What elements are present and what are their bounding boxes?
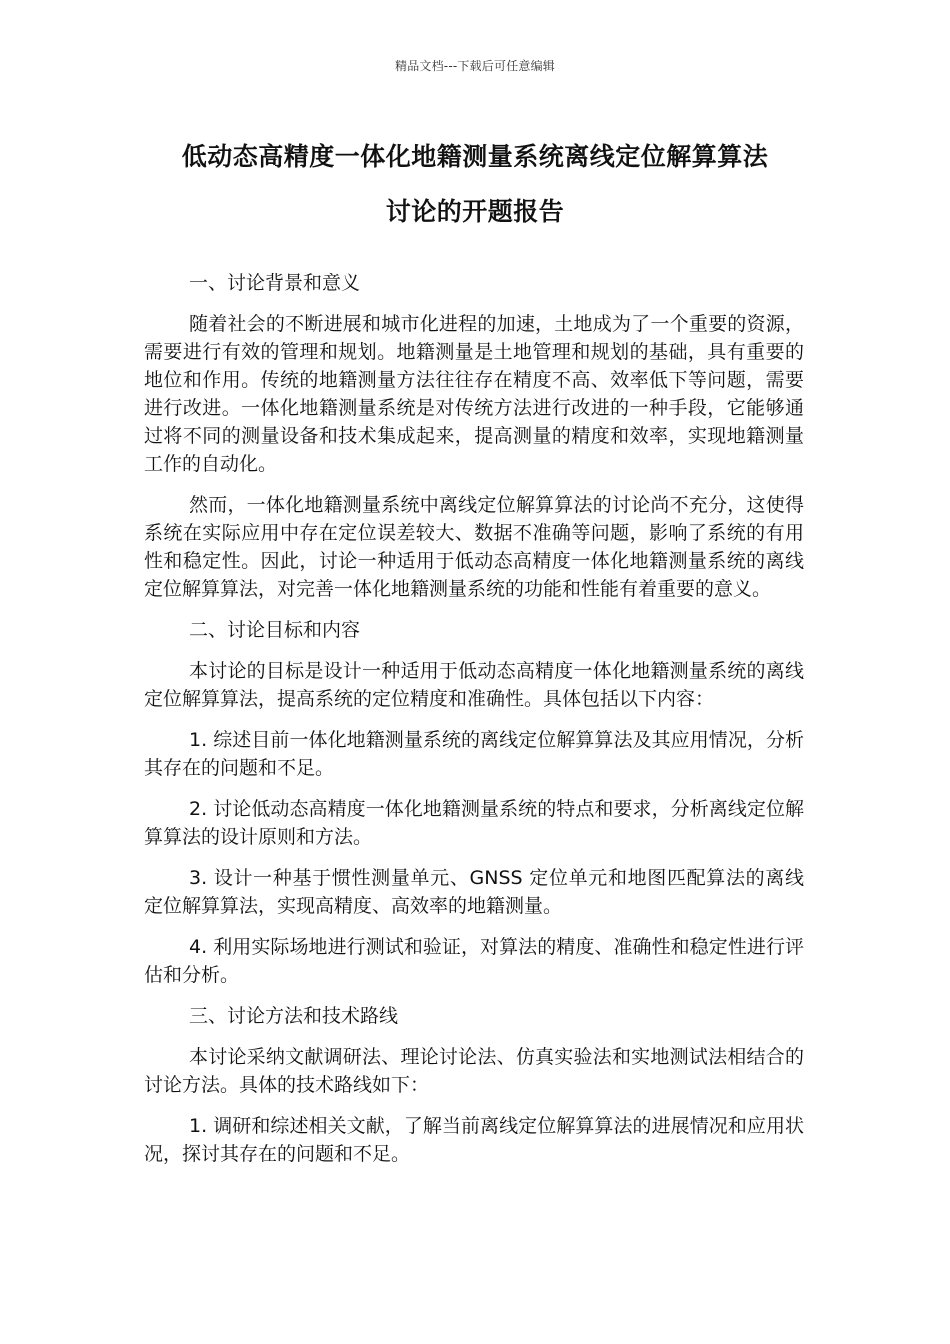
section-heading-background: 一、讨论背景和意义 — [189, 272, 361, 294]
section-heading-goals: 二、讨论目标和内容 — [189, 619, 361, 641]
section-heading-methods: 三、讨论方法和技术路线 — [189, 1005, 399, 1027]
paragraph-background-1: 随着社会的不断进展和城市化进程的加速，土地成为了一个重要的资源，需要进行有效的管理和规划。地籍测量是土地管理和规划的基础，具有重要的地位和作用。传统的地籍测量方法往往存在精度不高、效率低下等问题，需要进行改进。一体化地籍测量系统是对传统方法进行改进的一种手段，它能够通过将不同的测量设备和技术集成起来，提高测量的精度和效率，实现地籍测量工作的自动化。 — [144, 313, 804, 475]
list-item-goal-2: 2. 讨论低动态高精度一体化地籍测量系统的特点和要求，分析离线定位解算算法的设计原则和方法。 — [144, 798, 804, 848]
document-title-line-1: 低动态高精度一体化地籍测量系统离线定位解算算法 — [181, 142, 769, 171]
document-body — [144, 269, 804, 1181]
list-item-method-1: 1. 调研和综述相关文献，了解当前离线定位解算算法的进展情况和应用状况，探讨其存在的问题和不足。 — [144, 1115, 804, 1165]
paragraph-goals-intro: 本讨论的目标是设计一种适用于低动态高精度一体化地籍测量系统的离线定位解算算法，提高系统的定位精度和准确性。具体包括以下内容： — [144, 660, 804, 710]
paragraph-background-2: 然而，一体化地籍测量系统中离线定位解算算法的讨论尚不充分，这使得系统在实际应用中存在定位误差较大、数据不准确等问题，影响了系统的有用性和稳定性。因此，讨论一种适用于低动态高精度一体化地籍测量系统的离线定位解算算法，对完善一体化地籍测量系统的功能和性能有着重要的意义。 — [144, 494, 804, 600]
list-item-goal-4: 4. 利用实际场地进行测试和验证，对算法的精度、准确性和稳定性进行评估和分析。 — [144, 936, 804, 986]
page-header-note: 精品文档---下载后可任意编辑 — [395, 59, 555, 73]
list-item-goal-3: 3. 设计一种基于惯性测量单元、GNSS 定位单元和地图匹配算法的离线定位解算算法，实现高精度、高效率的地籍测量。 — [144, 867, 804, 917]
paragraph-methods-intro: 本讨论采纳文献调研法、理论讨论法、仿真实验法和实地测试法相结合的讨论方法。具体的技术路线如下： — [144, 1046, 804, 1096]
list-item-goal-1: 1. 综述目前一体化地籍测量系统的离线定位解算算法及其应用情况，分析其存在的问题和不足。 — [144, 729, 804, 779]
document-title-line-2: 讨论的开题报告 — [385, 197, 565, 226]
